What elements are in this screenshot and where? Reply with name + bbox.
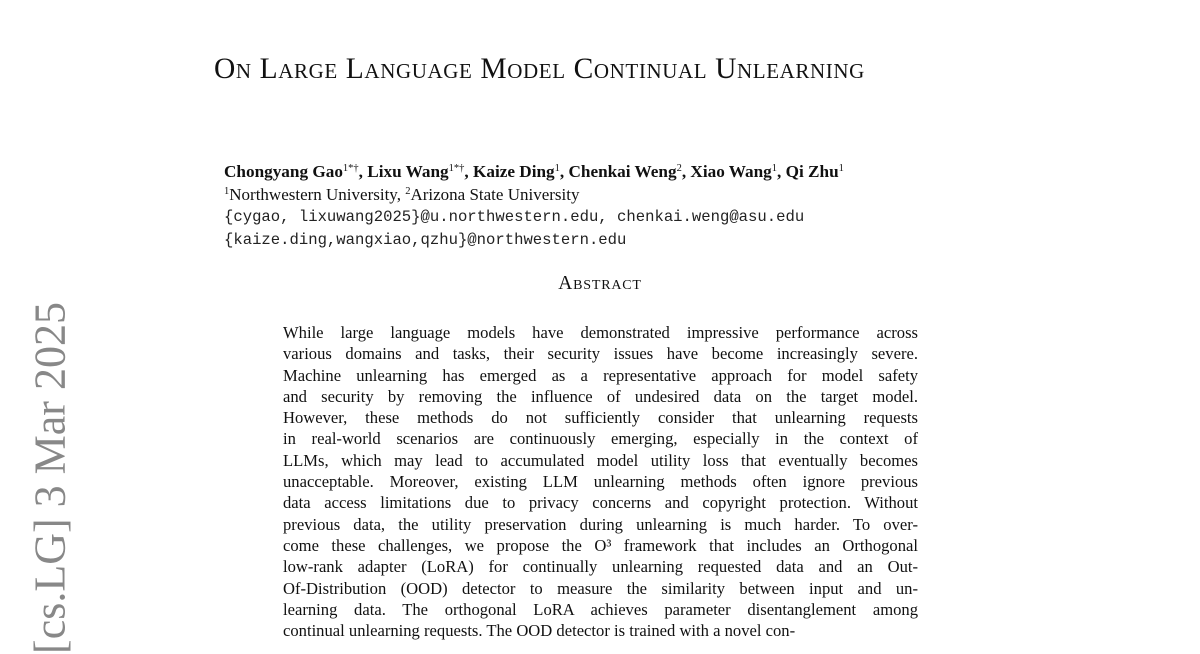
affiliations: $^1$Northwestern University, $^2$Arizona State University [224,185,580,204]
author-affiliation-mark: 2 [676,163,682,174]
author-name: Qi Zhu [785,162,839,181]
author-affiliation-mark: 1 [771,163,778,174]
email-line-2: {kaize.ding,wangxiao,qzhu}@northwestern.edu [224,231,627,249]
affiliation-name: Northwestern University [229,185,397,204]
affiliation-name: Arizona State University [410,185,580,204]
author-name: Xiao Wang [690,162,772,181]
author-affiliation-mark: 1*† [448,163,465,174]
affiliation-mark: 2 [405,186,411,197]
affiliation-mark: 1 [224,186,230,197]
abstract-line: learning data. The orthogonal LoRA achieves parameter disentanglement among [283,599,918,619]
abstract-line: Of-Distribution (OOD) detector to measure the similarity between input and un- [283,578,918,598]
author-name: Chenkai Weng [568,162,677,181]
abstract-line: previous data, the utility preservation during unlearning is much harder. To over- [283,514,918,534]
abstract-line: data access limitations due to privacy concerns and copyright protection. Without [283,493,918,513]
abstract-line: in real-world scenarios are continuously emerging, especially in the context of [283,429,918,449]
abstract-line: LLMs, which may lead to accumulated model utility loss that eventually becomes [283,450,918,470]
arxiv-side-stamp: [cs.LG] 3 Mar 2025 [25,302,75,654]
abstract-line: unacceptable. Moreover, existing LLM unlearning methods often ignore previous [283,472,918,492]
author-name: Lixu Wang [367,162,449,181]
abstract-body [283,322,918,641]
abstract-line: Machine unlearning has emerged as a representative approach for model safety [283,365,918,385]
abstract-line: and security by removing the influence of undesired data on the target model. [283,386,918,406]
abstract-line: However, these methods do not sufficiently consider that unlearning requests [283,408,918,428]
email-line-1: {cygao, lixuwang2025}@u.northwestern.edu, chenkai.weng@asu.edu [224,208,805,226]
author-affiliation-mark: 1 [554,163,560,174]
author-affiliation-mark: 1 [838,163,844,174]
author-list: Chongyang Gao$^{1*\dagger}$, Lixu Wang$^{1*\dagger}$, Kaize Ding$^1$, Chenkai Weng$^2$, Xiao Wang$^1$, Qi Zhu$^1$ [224,162,844,181]
author-name: Kaize Ding [472,162,555,181]
abstract-heading: Abstract [558,273,642,294]
author-affiliation-mark: 1*† [342,163,359,174]
abstract-line: continual unlearning requests. The OOD detector is trained with a novel con- [283,621,796,641]
abstract-line: various domains and tasks, their security issues have become increasingly severe. [283,344,918,364]
author-name: Chongyang Gao [224,162,343,181]
paper-title: On Large Language Model Continual Unlearning [214,53,865,85]
abstract-line: low-rank adapter (LoRA) for continually unlearning requested data and an Out- [283,557,918,577]
abstract-line: come these challenges, we propose the O³ framework that includes an Orthogonal [283,535,918,555]
abstract-line: While large language models have demonstrated impressive performance across [283,323,918,342]
